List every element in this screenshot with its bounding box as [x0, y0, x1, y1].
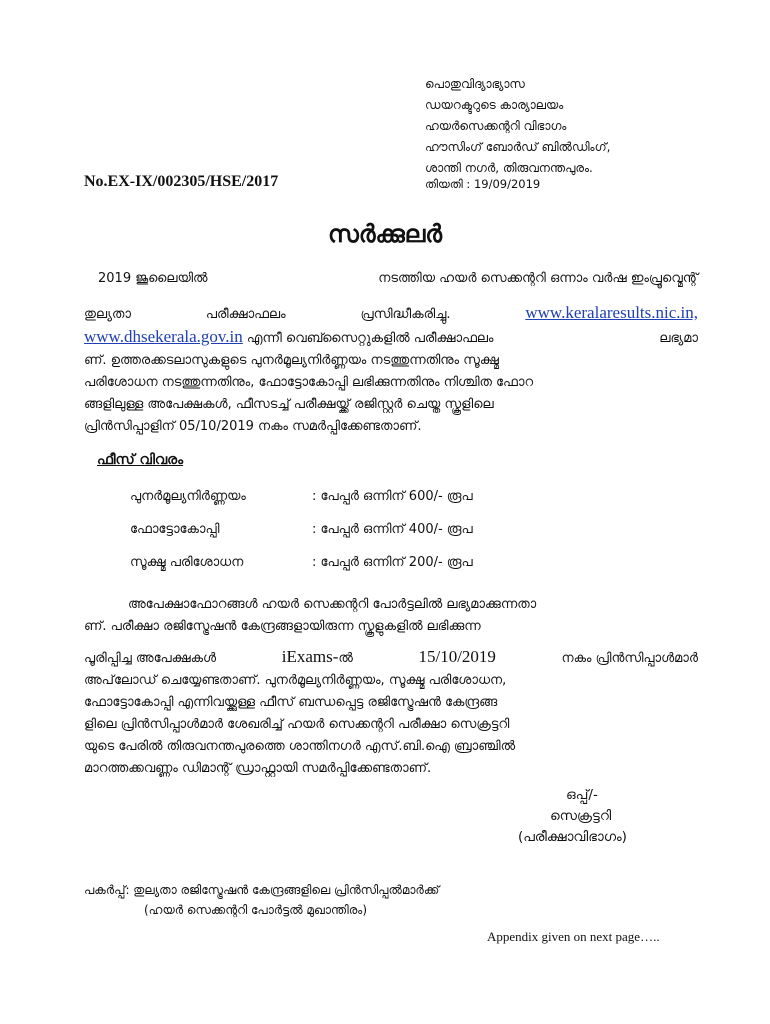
fee-value: : പേപ്പർ ഒന്നിന് 400/- രൂപ: [312, 522, 473, 537]
circular-title: സർക്കുലർ: [327, 220, 443, 248]
signature-mark: ഒപ്പ്/-: [566, 787, 598, 803]
para-text: പരീക്ഷാഫലം: [205, 307, 286, 322]
para-text: പരിശോധന നടത്തുന്നതിനും, ഫോട്ടോകോപ്പി ലഭിക്കുന്നതിനും നിശ്ചിത ഫോറ: [84, 375, 534, 390]
fee-value: : പേപ്പർ ഒന്നിന് 200/- രൂപ: [312, 555, 473, 570]
iexams-text: iExams-: [281, 647, 339, 666]
keralaresults-link[interactable]: www.keralaresults.nic.in,: [525, 303, 698, 322]
para-line: [84, 416, 698, 438]
para-line: [84, 372, 698, 394]
para-text: 2019 ജൂലൈയിൽ: [98, 271, 208, 286]
para-text: അപ്‌ലോഡ് ചെയ്യേണ്ടതാണ്. പുനർമൂല്യനിർണ്ണയം, സൂക്ഷ്മ പരിശോധന,: [84, 673, 507, 688]
office-address: [425, 74, 610, 179]
para-line: [84, 350, 698, 372]
para-text: ലഭ്യമാ: [659, 331, 698, 346]
appendix-note: Appendix given on next page…..: [487, 929, 660, 944]
address-line: ഹയർസെക്കന്ററി വിഭാഗം: [425, 119, 567, 133]
para-text: ങ്ങളിലുള്ള അപേക്ഷകൾ, ഫീസടച്ച് പരീക്ഷയ്ക്ക് രജിസ്റ്റർ ചെയ്ത സ്കൂളിലെ: [84, 397, 494, 412]
deadline-date: 15/10/2019: [418, 647, 496, 666]
para-text: പൂരിപ്പിച്ച അപേക്ഷകൾ: [84, 651, 217, 666]
address-line: ശാന്തി നഗർ, തിരുവനന്തപുരം.: [425, 161, 593, 175]
para-text: അപേക്ഷാഫോറങ്ങൾ ഹയർ സെക്കന്ററി പോർട്ടലിൽ ലഭ്യമാക്കുന്നതാ: [128, 597, 537, 612]
address-line: ഡയറക്ടറുടെ കാര്യാലയം: [425, 98, 564, 112]
para-text: ണ്. ഉത്തരക്കടലാസുകളുടെ പുനർമൂല്യനിർണ്ണയം നടത്തുന്നതിനും സൂക്ഷ്മ: [84, 353, 499, 368]
copy-line: (ഹയർ സെക്കന്ററി പോർട്ടൽ മുഖാന്തിരം): [144, 903, 368, 917]
para-text: പ്രസിദ്ധീകരിച്ചു.: [360, 307, 451, 322]
para-line: [84, 714, 698, 736]
para-text: ൽ: [338, 651, 353, 666]
signatory-designation: സെക്രട്ടറി: [550, 808, 612, 824]
fee-name: ഫോട്ടോകോപ്പി: [130, 522, 220, 537]
para-text: ണ്. പരീക്ഷാ രജിസ്ട്രേഷൻ കേന്ദ്രങ്ങളായിരുന്ന സ്കൂളുകളിൽ ലഭിക്കുന്ന: [84, 619, 481, 634]
para-line: [84, 670, 698, 692]
para-text: ഫോട്ടോകോപ്പി എന്നിവയ്ക്കുള്ള ഫീസ് ബന്ധപ്പെട്ട രജിസ്ട്രേഷൻ കേന്ദ്രങ്ങ: [84, 695, 498, 710]
copy-to: [84, 880, 439, 920]
fee-name: സൂക്ഷ്മ പരിശോധന: [130, 555, 244, 570]
signatory-department: (പരീക്ഷാവിഭാഗം): [518, 829, 627, 845]
para-line: [84, 326, 698, 350]
address-line: പൊതുവിദ്യാഭ്യാസ: [425, 77, 525, 91]
para-line: [84, 394, 698, 416]
para-line: [84, 594, 698, 616]
para-text: മാറത്തക്കവണ്ണം ഡിമാന്റ് ഡ്രാഫ്റ്റായി സമർപ്പിക്കേണ്ടതാണ്.: [84, 761, 432, 776]
para-line: [84, 758, 698, 780]
paragraph-results: [84, 268, 698, 438]
para-text: നടത്തിയ ഹയർ സെക്കന്ററി ഒന്നാം വർഷ ഇംപ്രൂവ്മെന്റ്: [378, 271, 698, 286]
order-number: No.EX-IX/002305/HSE/2017: [84, 173, 279, 190]
para-text: എന്നീ വെബ്സൈറ്റുകളിൽ പരീക്ഷാഫലം: [246, 331, 494, 346]
dhsekerala-link[interactable]: www.dhsekerala.gov.in: [84, 327, 243, 346]
para-line: [84, 302, 698, 326]
paragraph-application: [84, 594, 698, 780]
address-line: ഹൗസിംഗ് ബോർഡ് ബിൽഡിംഗ്,: [425, 140, 611, 154]
fee-value: : പേപ്പർ ഒന്നിന് 600/- രൂപ: [312, 489, 473, 504]
para-text: യുടെ പേരിൽ തിരുവനന്തപുരത്തെ ശാന്തിനഗർ എസ്.ബി.ഐ ബ്രാഞ്ചിൽ: [84, 739, 516, 754]
para-line: [84, 646, 698, 670]
para-line: [84, 692, 698, 714]
para-line: [84, 616, 698, 638]
fee-name: പുനർമൂല്യനിർണ്ണയം: [130, 489, 246, 504]
para-text: ളിലെ പ്രിൻസിപ്പാൾമാർ ശേഖരിച്ച് ഹയർ സെക്കന്ററി പരീക്ഷാ സെക്രട്ടറി: [84, 717, 510, 732]
para-text: പ്രിൻസിപ്പാളിന് 05/10/2019 നകം സമർപ്പിക്കേണ്ടതാണ്.: [84, 419, 422, 434]
copy-line: പകർപ്പ്: തുല്യതാ രജിസ്ട്രേഷൻ കേന്ദ്രങ്ങളിലെ പ്രിൻസിപ്പൽമാർക്ക്: [84, 883, 440, 897]
para-line: [84, 736, 698, 758]
fees-heading: ഫീസ് വിവരം: [97, 452, 184, 468]
para-text: തുല്യതാ: [84, 307, 131, 322]
para-text: നകം പ്രിൻസിപ്പാൾമാർ: [561, 651, 698, 666]
circular-date: തിയതി : 19/09/2019: [425, 177, 541, 191]
para-line: [84, 268, 698, 290]
